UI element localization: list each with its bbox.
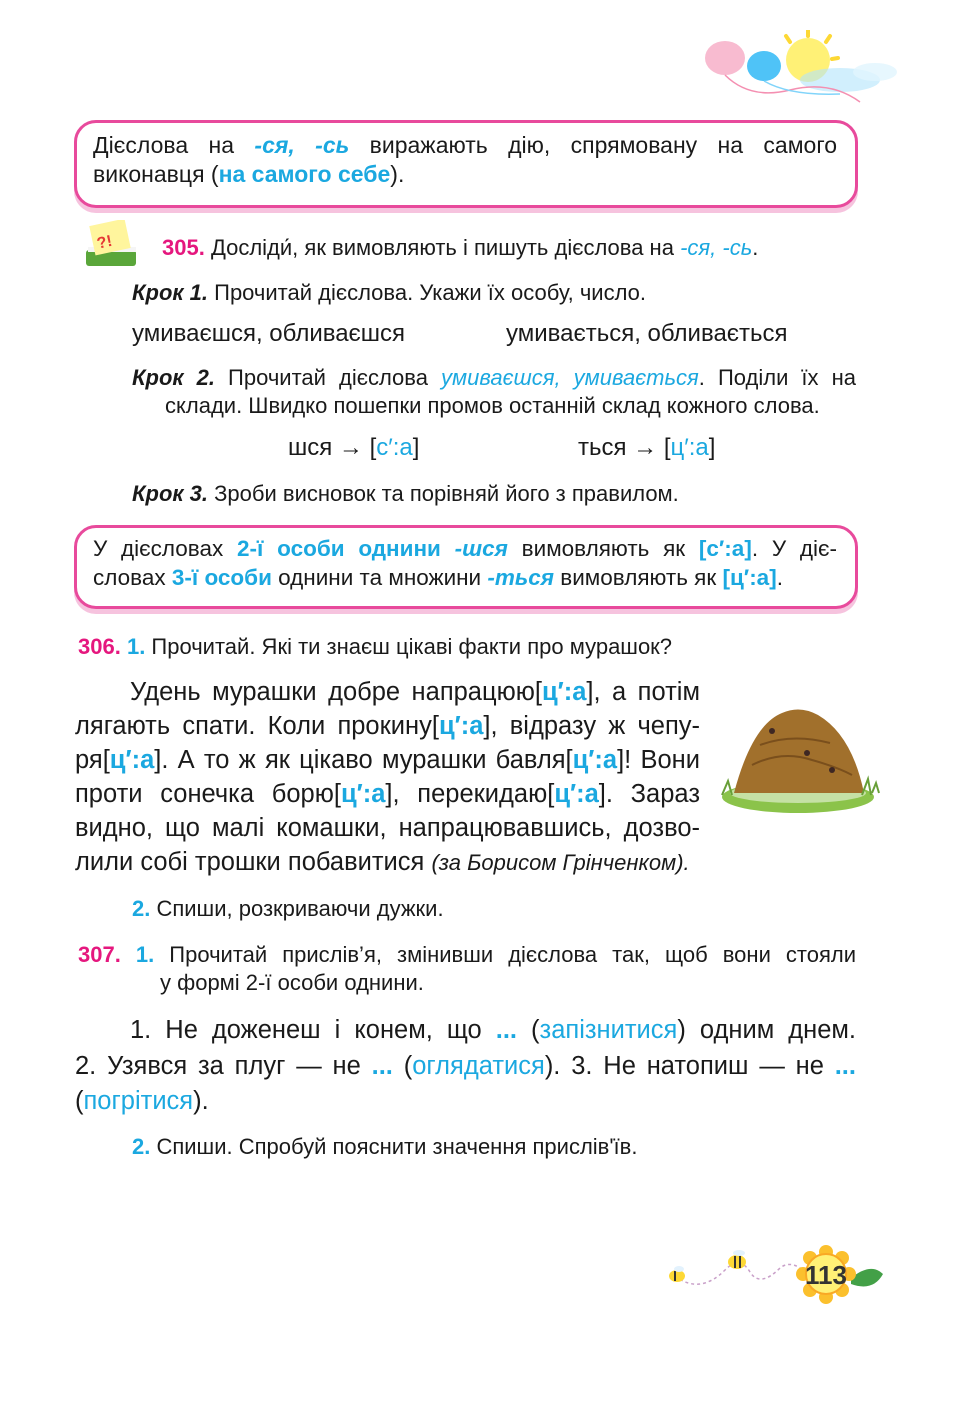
text: проти сонечка борю[ [75, 780, 341, 808]
ex307-task1-line2: у формі 2-ї особи однини. [160, 970, 424, 995]
step-label: Крок 2. [132, 365, 215, 390]
verb-infinitive: оглядатися [412, 1052, 545, 1080]
text: 2. Узявся за плуг — не [75, 1052, 372, 1080]
task-text: Прочитай прислів’я, змінивши дієслова так, щоб вони стояли [154, 942, 856, 967]
ex305-verbs-right: умивається, обливається [506, 320, 788, 347]
pron-sound: с′:а [376, 434, 413, 461]
author-credit: (за Борисом Грінченком). [431, 850, 690, 875]
step-text: . Поділи їх на [698, 365, 856, 390]
step-label: Крок 1. [132, 280, 209, 305]
exercise-number: 307. [78, 942, 121, 967]
ex305-step1 [132, 279, 646, 307]
balloons-sun-decoration [690, 30, 900, 110]
ex305-step2-line1 [132, 364, 856, 392]
verb-infinitive: запізнитися [539, 1016, 678, 1044]
task-text: Спиши, розкриваючи дужки. [150, 896, 444, 921]
pron-text: ] [708, 434, 716, 461]
ex305-title-highlight: -ся, -сь [680, 235, 753, 260]
pron-text: ] [412, 434, 420, 461]
ex307-task1-line1 [78, 941, 856, 969]
rule-text: . У діє- [751, 536, 837, 561]
research-book-icon [82, 220, 144, 272]
rule-text: вимовляють як [554, 565, 723, 590]
rule-text: словах [93, 565, 172, 590]
rule-text: У дієсловах [93, 536, 238, 561]
ex306-task2 [132, 895, 444, 923]
rule-highlight: на самого себе [218, 161, 391, 187]
text: ) одним днем. [677, 1016, 857, 1044]
rule-text: виражають дію, спрямовану на самого [349, 132, 837, 158]
sound: ц′:а [109, 746, 155, 774]
ex307-text-line-2 [75, 1050, 856, 1083]
ex306-text-line-4 [75, 778, 700, 811]
rule-highlight: 2-ї особи однини [237, 536, 455, 561]
exercise-number: 305. [162, 235, 205, 260]
ex306-text-line-5: видно, що малі комашки, напрацювавшись, дозво- [75, 814, 700, 842]
rule-1-line-2 [93, 159, 404, 189]
text: ( [75, 1087, 84, 1115]
sound: ц′:а [541, 678, 587, 706]
step-text: Прочитай дієслова. Укажи їх особу, число. [208, 280, 647, 305]
text: ). 3. Не натопиш — не [544, 1052, 835, 1080]
rule-text: Дієслова на [93, 132, 255, 158]
ex306-text-line-3 [75, 744, 700, 777]
ellipsis: ... [371, 1052, 393, 1080]
pron-text: ться → [ [578, 434, 671, 461]
ellipsis: ... [834, 1052, 856, 1080]
text: ]. А то ж як цікаво мурашки бавля[ [154, 746, 573, 774]
sound: ц′:а [572, 746, 618, 774]
rule-text: виконавця ( [93, 161, 219, 187]
rule-highlight: [с′:а] [698, 536, 752, 561]
task-number: 2. [132, 1134, 151, 1159]
text: 1. Не доженеш і конем, що [130, 1016, 496, 1044]
task-number: 1. [135, 942, 155, 967]
sound: ц′:а [438, 712, 484, 740]
ex306-text-line-6 [75, 846, 690, 879]
text: Удень мурашки добре напрацюю[ [130, 678, 542, 706]
ellipsis: ... [495, 1016, 517, 1044]
text: лягають спати. Коли прокину[ [75, 712, 439, 740]
text: ( [392, 1052, 413, 1080]
rule-text: однини та множини [271, 565, 488, 590]
task-text: Спиши. Спробуй пояснити значення прислів'їв. [150, 1134, 638, 1159]
rule-highlight: -ся, -сь [254, 132, 350, 158]
page-number: 113 [805, 1260, 847, 1290]
step-text: Прочитай дієслова [214, 365, 442, 390]
rule-2-line-1 [93, 534, 837, 564]
ex307-text-line-1 [130, 1014, 856, 1047]
rule-text: вимовляють як [507, 536, 699, 561]
pron-sound: ц′:а [670, 434, 709, 461]
step-text: Зроби висновок та порівняй його з правилом. [208, 481, 679, 506]
ex305-title-text: Досліди́, як вимовляють і пишуть дієслова на [210, 235, 681, 260]
step-label: Крок 3. [132, 481, 209, 506]
rule-highlight: 3-ї особи [171, 565, 272, 590]
bees-decoration [655, 1240, 805, 1300]
ex305-verbs-left: умиваєшся, обливаєшся [132, 320, 406, 347]
text: ]. Зараз [598, 780, 701, 808]
text: ], перекидаю[ [385, 780, 555, 808]
rule-text: ). [390, 161, 405, 187]
ex305-pronunciation-2 [578, 432, 715, 464]
ex306-task1 [78, 633, 672, 661]
text: ], а потім [586, 678, 700, 706]
ex305-title-end: . [752, 235, 759, 260]
rule-highlight: [ц′:а] [722, 565, 777, 590]
ex305-step2-line2: склади. Швидко пошепки промов останній склад кожного слова. [165, 393, 820, 418]
verb-infinitive: погрітися [83, 1087, 194, 1115]
sound: ц′:а [340, 780, 386, 808]
text: ], відразу ж чепу- [483, 712, 700, 740]
text: ). [193, 1087, 209, 1115]
ex306-text-line-1 [130, 676, 700, 709]
pron-text: шся → [ [288, 434, 377, 461]
rule-highlight: -ться [487, 565, 555, 590]
rule-2-line-2 [93, 563, 783, 593]
sound: ц′:а [554, 780, 599, 808]
ex305-pronunciation-1 [288, 432, 419, 464]
exercise-number: 306. [78, 634, 121, 659]
text: ]! Вони [617, 746, 700, 774]
task-text: Прочитай. Які ти знаєш цікаві факти про мурашок? [145, 634, 673, 659]
step-highlight: умиваєшся, умивається [441, 365, 699, 390]
ex305-step3 [132, 480, 679, 508]
rule-highlight: -шся [454, 536, 508, 561]
research-badge: ?! [95, 232, 114, 253]
rule-1-line-1 [93, 130, 837, 160]
ex306-text-line-2 [75, 710, 700, 743]
task-number: 1. [126, 634, 146, 659]
anthill-illustration [712, 695, 884, 815]
ex307-task2 [132, 1133, 637, 1161]
rule-text: . [776, 565, 783, 590]
text: ря[ [75, 746, 110, 774]
text: лили собі трошки побавитися [75, 848, 432, 876]
text: ( [517, 1016, 540, 1044]
ex305-title [162, 234, 758, 262]
ex307-text-line-3 [75, 1085, 209, 1118]
task-number: 2. [132, 896, 151, 921]
